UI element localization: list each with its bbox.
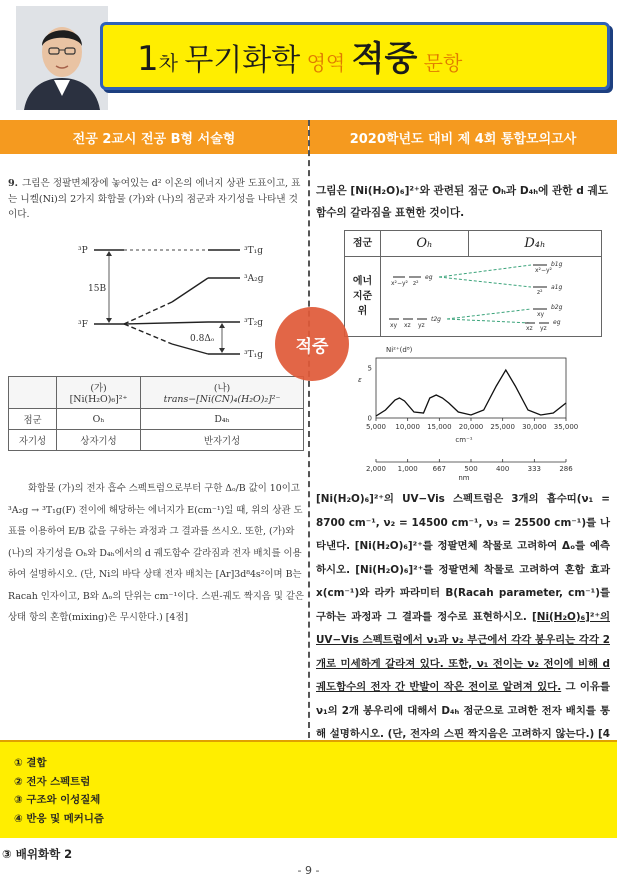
author-photo [16, 6, 108, 110]
y-tick-label: 0 [367, 414, 372, 423]
label-T1g-bottom: ³T₁g [244, 350, 263, 360]
book-title: ③ 배위화학 2 [2, 847, 73, 861]
table-row: 점군 Oₕ D₄ₕ [9, 409, 304, 430]
right-paragraph-1: [Ni(H₂O)₆]²⁺의 UV−Vis 스펙트럼은 3개의 흡수띠(ν₁ = 8700 cm⁻¹, ν₂ = 14500 cm⁻¹, ν₃ = 25500 cm⁻¹)를 나타낸다. [Ni(H₂O)₆]²⁺를 정팔면체 착물로 고려하여 Δₒ를 예측하시오. [Ni(H₂O)₆]²⁺를 정팔면체 착물로 고려하여 혼합 효과 x(cm⁻¹)와 라카 파라미터 B(Racah parameter, cm⁻¹)를 구하는 과정과 그 결과를 정수로 표현하시오. [316, 493, 610, 623]
left-paragraph: 화합물 (가)의 전자 흡수 스펙트럼으로부터 구한 Δₒ/B 값이 10이고 ³A₂g → ³T₁g(F) 전이에 해당하는 에너지가 E(cm⁻¹)일 때, 위의 상관 도표를 이용하여 E/B 값을 구하는 과정과 그 결과를 쓰시오. 또한, (가)와 (나)의 자기성을 Oₕ와 D₄ₕ에서의 d 궤도함수 갈라짐과 전자 배치를 이용하여 설명하시오. (단, Ni의 바닥 상태 전자 배치는 [Ar]3d⁸4s²이며 B는 Racah 인자이고, B와 Δₒ의 단위는 cm⁻¹이다. 스핀-궤도 짝지음 및 같은 상태 항의 혼합(mixing)은 무시한다.) [4점] [8, 483, 304, 623]
x-tick-label: 30,000 [522, 423, 547, 431]
svg-text:t2g: t2g [431, 316, 441, 323]
x-tick-label: 25,000 [490, 423, 515, 431]
title-banner [100, 22, 610, 90]
svg-text:x²−y²: x²−y² [391, 280, 408, 287]
orbital-table [344, 230, 602, 337]
orbital-splitting-diagram [381, 257, 601, 333]
correlation-diagram [72, 234, 282, 374]
table-col1: (가) [Ni(H₂O)₆]²⁺ [57, 377, 141, 409]
x-tick-label: 15,000 [427, 423, 452, 431]
right-paragraph-underlined: [Ni(H₂O)₆]²⁺의 UV−Vis 스펙트럼에서 ν₁과 ν₂ 부근에서 각각 봉우리는 각각 2개로 미세하게 갈라져 있다. 또한, ν₁ 전이는 ν₂ 전이에 비해 d 궤도함수의 전자 간 반발이 작은 전이로 알려져 있다. [316, 610, 610, 693]
compound-table [8, 376, 304, 451]
page-header [0, 0, 617, 118]
spectrum-y-label: ε [358, 376, 362, 384]
svg-text:xz: xz [526, 325, 533, 332]
title-hit: 적중 [351, 39, 418, 79]
svg-text:xz: xz [404, 322, 411, 329]
y-tick-label: 5 [367, 364, 372, 373]
right-paragraph [316, 488, 610, 770]
title-number: 1 [137, 39, 159, 79]
spectrum-frame [376, 358, 566, 418]
orbital-oh-header: Oₕ [381, 231, 469, 257]
spectrum-species: Ni²⁺(d⁸) [386, 346, 413, 354]
column-divider [308, 120, 310, 738]
label-15B: 15B [88, 284, 107, 294]
topic-list [0, 740, 617, 838]
left-column-header: 전공 2교시 전공 B형 서술형 [0, 120, 308, 154]
spectrum-x-unit-top: cm⁻¹ [455, 436, 473, 444]
x-tick-label: 20,000 [458, 423, 484, 431]
topic-item: ② 전자 스펙트럼 [14, 775, 91, 788]
label-A2g: ³A₂g [244, 274, 264, 284]
table-corner [9, 377, 57, 409]
svg-text:yz: yz [418, 322, 425, 329]
orbital-d4h-header: D₄ₕ [469, 231, 602, 257]
svg-text:x²−y²: x²−y² [535, 267, 552, 274]
nm-tick-label: 1,000 [397, 465, 418, 473]
page-number: - 9 - [297, 864, 320, 877]
right-intro: 그림은 [Ni(H₂O)₆]²⁺와 관련된 점군 Oₕ과 D₄ₕ에 관한 d 궤도함수의 갈라짐을 표현한 것이다. [316, 185, 608, 219]
svg-text:b1g: b1g [551, 261, 563, 268]
title-subject: 무기화학 [184, 43, 301, 78]
page-title [137, 31, 462, 80]
spectrum-x-unit-bottom: nm [458, 474, 470, 482]
nm-tick-label: 400 [495, 465, 510, 473]
label-delta: 0.8Δₒ [190, 334, 215, 344]
nm-tick-label: 667 [432, 465, 447, 473]
nm-tick-label: 500 [464, 465, 478, 473]
label-3P: ³P [78, 246, 88, 256]
right-paragraph-2: 그 이유를 ν₁의 2개 봉우리에 대해서 D₄ₕ 점군으로 고려한 전자 배치를 통해 설명하시오. (단, 전자의 스핀 짝지음은 고려하지 않는다.) [4 [316, 681, 610, 740]
uv-vis-spectrum [354, 340, 579, 485]
orbital-pg-label: 점군 [345, 231, 381, 257]
topic-item: ① 결합 [14, 757, 47, 769]
topic-item: ④ 반응 및 메커니즘 [14, 812, 104, 825]
title-question: 문항 [417, 51, 463, 75]
table-col2: (나) trans−[Ni(CN)₄(H₂O)₂]²⁻ [141, 377, 304, 409]
spectrum-line [376, 370, 566, 416]
svg-text:eg: eg [553, 319, 561, 326]
svg-text:eg: eg [425, 274, 433, 281]
question-text: 그림은 정팔면체장에 놓여있는 d² 이온의 에너지 상관 도표이고, 표는 니켈(Ni)의 2가지 화합물 (가)와 (나)의 점군과 자기성을 나타낸 것이다. [8, 178, 301, 220]
x-tick-label: 10,000 [395, 423, 420, 431]
nm-tick-label: 333 [527, 465, 542, 473]
nm-tick-label: 2,000 [365, 465, 387, 473]
svg-text:yz: yz [540, 325, 547, 332]
svg-text:z²: z² [537, 289, 543, 296]
label-3F: ³F [78, 320, 88, 330]
svg-text:xy: xy [537, 311, 545, 318]
x-tick-label: 35,000 [553, 423, 579, 431]
left-question [8, 176, 304, 223]
nm-tick-label: 286 [559, 465, 573, 473]
label-T2g: ³T₂g [244, 318, 263, 328]
question-number: 9. [8, 178, 19, 189]
svg-text:z²: z² [413, 280, 419, 287]
svg-text:xy: xy [390, 322, 398, 329]
svg-text:b2g: b2g [551, 304, 563, 311]
table-row: 자기성 상자기성 반자기성 [9, 430, 304, 451]
svg-text:a1g: a1g [551, 284, 563, 291]
title-cha: 차 [158, 51, 185, 75]
x-tick-label: 5,000 [365, 423, 387, 431]
orbital-energy-label: 에너 지준 위 [345, 257, 381, 337]
label-T1g-top: ³T₁g [244, 246, 263, 256]
right-column-header: 2020학년도 대비 제 4회 통합모의고사 [309, 120, 617, 154]
topic-item: ③ 구조와 이성질체 [14, 794, 101, 806]
title-area: 영역 [300, 51, 352, 75]
hit-stamp: 적중 [275, 307, 349, 381]
